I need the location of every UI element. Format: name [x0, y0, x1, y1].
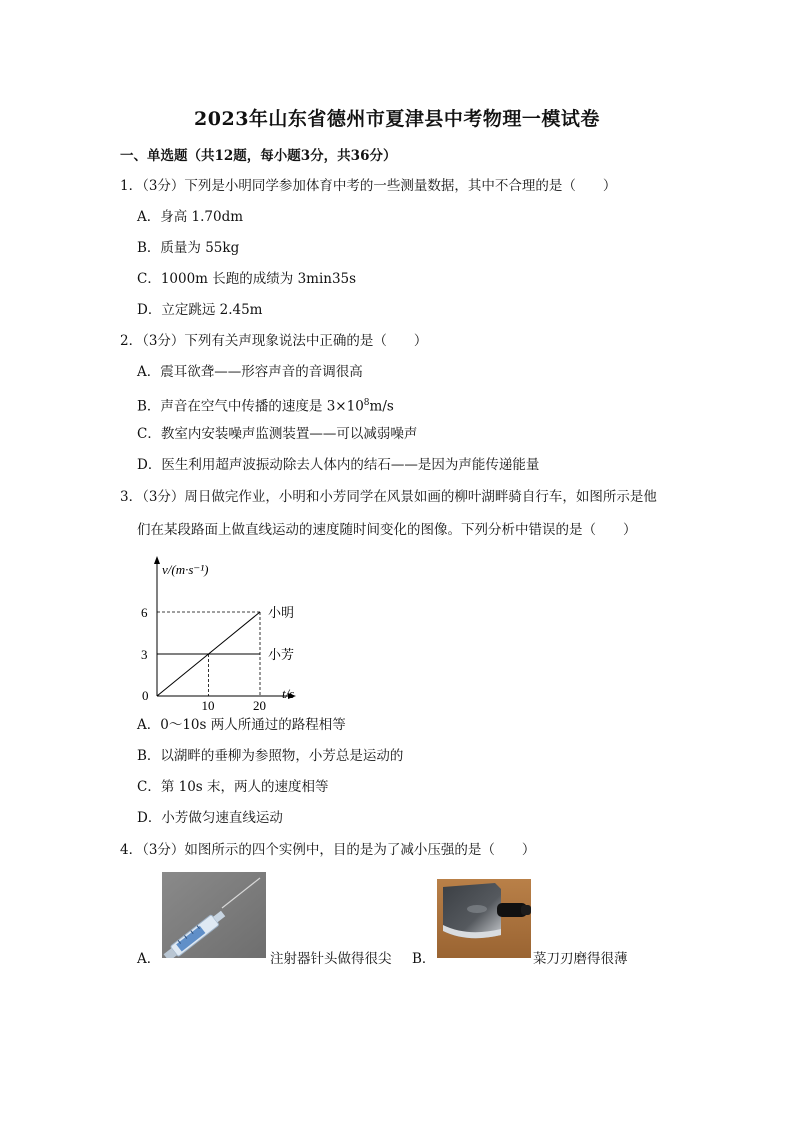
q1-option-b: B．质量为 55kg [137, 240, 240, 256]
question-1-stem: 1．（3分）下列是小明同学参加体育中考的一些测量数据，其中不合理的是（ ） [120, 178, 617, 194]
q2-option-d: D．医生利用超声波振动除去人体内的结石——是因为声能传递能量 [137, 457, 540, 473]
section-heading: 一、单选题（共12题，每小题3分，共36分） [120, 148, 397, 164]
q1-option-a: A．身高 1.70dm [137, 209, 244, 225]
q4-option-a-letter: A． [137, 951, 161, 967]
series-label-0: 小明 [268, 605, 295, 620]
q4-option-b-letter: B． [412, 951, 436, 967]
x-axis-label: t/s [282, 686, 295, 701]
velocity-time-chart [130, 550, 310, 710]
q2-option-a: A．震耳欲聋——形容声音的音调很高 [137, 364, 363, 380]
y-axis-arrow [154, 556, 160, 564]
x-tick-label-1: 20 [253, 698, 266, 710]
page-title: 2023年山东省德州市夏津县中考物理一模试卷 [194, 108, 600, 130]
question-2-stem: 2．（3分）下列有关声现象说法中正确的是（ ） [120, 333, 428, 349]
q2-option-b-unit: m/s [369, 398, 394, 415]
q4-option-a-text: 注射器针头做得很尖 [270, 951, 392, 967]
q1-option-c: C．1000m 长跑的成绩为 3min35s [137, 271, 357, 287]
x-tick-label-0: 10 [201, 698, 215, 710]
origin-label: 0 [142, 688, 149, 703]
q1-option-d: D．立定跳远 2.45m [137, 302, 263, 318]
y-tick-label-1: 6 [141, 605, 148, 620]
question-3-stem-line1: 3．（3分）周日做完作业，小明和小芳同学在风景如画的柳叶湖畔骑自行车，如图所示是他 [120, 489, 657, 505]
q2-option-c: C．教室内安装噪声监测装置——可以减弱噪声 [137, 426, 418, 442]
series-label-1: 小芳 [268, 647, 295, 662]
q4-option-b-text: 菜刀刃磨得很薄 [533, 951, 628, 967]
y-axis-label: v/(m·s⁻¹) [162, 562, 209, 577]
q2-option-b-text: B．声音在空气中传播的速度是 3×10 [137, 398, 364, 415]
question-3-stem-line2: 们在某段路面上做直线运动的速度随时间变化的图像。下列分析中错误的是（ ） [137, 522, 637, 538]
q2-option-b-exponent: 8 [363, 398, 370, 408]
question-4-stem: 4．（3分）如图所示的四个实例中，目的是为了减小压强的是（ ） [120, 842, 536, 858]
q3-option-b: B．以湖畔的垂柳为参照物，小芳总是运动的 [137, 748, 404, 764]
y-tick-label-0: 3 [141, 647, 148, 662]
q3-option-c: C．第 10s 末，两人的速度相等 [137, 779, 329, 795]
cleaver-image [437, 879, 531, 958]
q3-option-a: A．0～10s 两人所通过的路程相等 [137, 717, 346, 733]
syringe-image [162, 872, 266, 958]
q2-option-b [137, 393, 394, 417]
q3-option-d: D．小芳做匀速直线运动 [137, 810, 283, 826]
